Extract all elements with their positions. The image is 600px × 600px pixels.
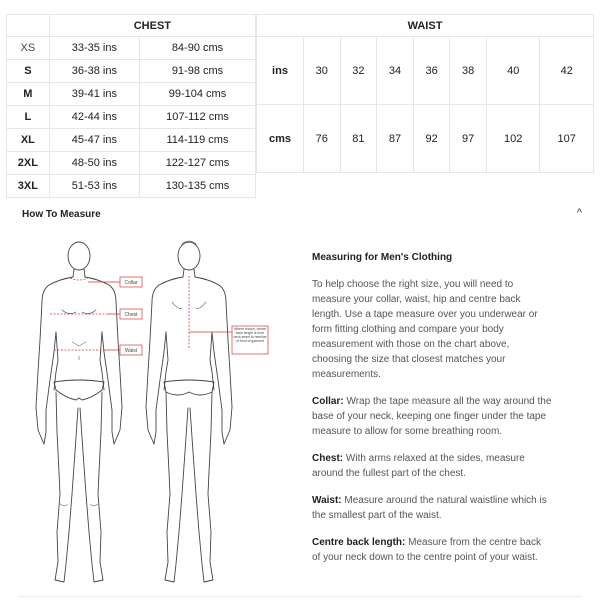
- table-row: [7, 129, 256, 152]
- back-length-instructions: [312, 535, 552, 565]
- guide-intro: To help choose the right size, you will need to measure your collar, waist, hip and centre back length. Use a tape measure over you underwear or form fitting clothing and compare your body measurement with those on the chart above, choosing the size that closest matches your measurements.: [312, 279, 538, 380]
- size-label: S: [7, 60, 50, 83]
- chest-header: CHEST: [49, 15, 255, 37]
- chest-table: [6, 14, 256, 198]
- waist-value: 36: [413, 37, 450, 105]
- chest-cms: 130-135 cms: [139, 175, 255, 198]
- back-measure-lines: [189, 276, 232, 350]
- chest-size-header-blank: [7, 15, 50, 37]
- table-row: [7, 152, 256, 175]
- collar-label: Collar: [124, 280, 138, 286]
- waist-value: 32: [340, 37, 377, 105]
- size-label: L: [7, 106, 50, 129]
- table-row: [7, 106, 256, 129]
- waist-value: 97: [450, 105, 487, 173]
- collar-text: Wrap the tape measure all the way around the base of your neck, keeping one finger under the tape measure to allow for some breathing room.: [312, 396, 552, 437]
- chest-cms: 114-119 cms: [139, 129, 255, 152]
- chest-ins: 45-47 ins: [49, 129, 139, 152]
- waist-term: Waist:: [312, 495, 342, 506]
- chevron-up-icon[interactable]: ^: [576, 207, 582, 219]
- measuring-guide: [312, 252, 552, 577]
- waist-unit: cms: [257, 105, 304, 173]
- chest-term: Chest:: [312, 453, 344, 464]
- waist-value: 42: [540, 37, 594, 105]
- waist-value: 40: [486, 37, 539, 105]
- waist-value: 102: [486, 105, 539, 173]
- chest-cms: 91-98 cms: [139, 60, 255, 83]
- guide-heading: Measuring for Men's Clothing: [312, 252, 453, 263]
- chest-ins: 33-35 ins: [49, 37, 139, 60]
- how-to-measure-title: How To Measure: [22, 209, 101, 220]
- chest-label: Chest: [124, 312, 138, 318]
- waist-header: WAIST: [257, 15, 594, 37]
- waist-text: Measure around the natural waistline which is the smallest part of the waist.: [312, 495, 547, 521]
- waist-label: Waist: [124, 348, 138, 354]
- chest-cms: 99-104 cms: [139, 83, 255, 106]
- back-body-illustration: [146, 241, 232, 582]
- size-label: 2XL: [7, 152, 50, 175]
- table-row: [257, 105, 594, 173]
- table-row: [257, 37, 594, 105]
- waist-value: 81: [340, 105, 377, 173]
- chest-cms: 84-90 cms: [139, 37, 255, 60]
- table-row: [7, 83, 256, 106]
- size-label: XS: [7, 37, 50, 60]
- how-to-measure-header[interactable]: [22, 209, 582, 223]
- waist-instructions: [312, 493, 552, 523]
- waist-table: [256, 14, 594, 173]
- chest-ins: 42-44 ins: [49, 106, 139, 129]
- size-label: XL: [7, 129, 50, 152]
- waist-unit: ins: [257, 37, 304, 105]
- chest-instructions: [312, 451, 552, 481]
- waist-value: 38: [450, 37, 487, 105]
- table-row: [7, 60, 256, 83]
- back-term: Centre back length:: [312, 537, 406, 548]
- chest-ins: 48-50 ins: [49, 152, 139, 175]
- size-label: 3XL: [7, 175, 50, 198]
- collar-instructions: [312, 394, 552, 439]
- chest-ins: 51-53 ins: [49, 175, 139, 198]
- front-body-illustration: [36, 242, 122, 582]
- size-label: M: [7, 83, 50, 106]
- chest-text: With arms relaxed at the sides, measure around the fullest part of the chest.: [312, 453, 525, 479]
- waist-value: 107: [540, 105, 594, 173]
- waist-value: 30: [304, 37, 341, 105]
- waist-value: 92: [413, 105, 450, 173]
- back-note-label: Where shown, centre back length is from neck seam to hemline of front of garment: [233, 327, 267, 343]
- collar-term: Collar:: [312, 396, 344, 407]
- divider: [18, 596, 582, 597]
- chest-ins: 36-38 ins: [49, 60, 139, 83]
- waist-value: 34: [377, 37, 414, 105]
- chest-cms: 107-112 cms: [139, 106, 255, 129]
- waist-value: 76: [304, 105, 341, 173]
- table-row: [7, 37, 256, 60]
- chest-ins: 39-41 ins: [49, 83, 139, 106]
- chest-cms: 122-127 cms: [139, 152, 255, 175]
- table-row: [7, 175, 256, 198]
- back-text: Measure from the centre back of your neck down to the centre point of your waist.: [312, 537, 541, 563]
- measurement-figure: [22, 232, 282, 592]
- front-measure-lines: [50, 278, 120, 350]
- waist-value: 87: [377, 105, 414, 173]
- size-chart: [0, 14, 600, 198]
